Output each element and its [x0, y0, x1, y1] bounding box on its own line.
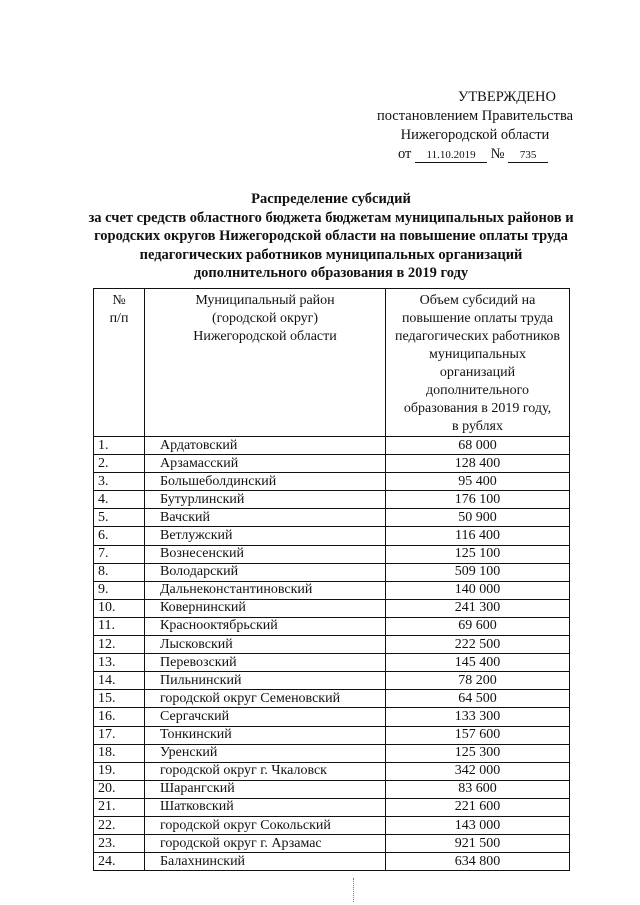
row-number: 8. — [94, 563, 145, 581]
district-name: Тонкинский — [145, 726, 386, 744]
subsidy-amount: 125 100 — [386, 545, 570, 563]
table-row — [94, 816, 570, 834]
approval-date: 11.10.2019 — [415, 148, 487, 163]
district-name: Ветлужский — [145, 527, 386, 545]
row-number: 21. — [94, 798, 145, 816]
district-name: Володарский — [145, 563, 386, 581]
table-row — [94, 599, 570, 617]
row-number: 20. — [94, 780, 145, 798]
subsidy-amount: 133 300 — [386, 708, 570, 726]
district-name: Ковернинский — [145, 599, 386, 617]
subsidy-amount: 95 400 — [386, 473, 570, 491]
table-header-row — [94, 289, 570, 437]
title-line-3: городских округов Нижегородской области на повышение оплаты труда — [94, 228, 568, 244]
table-row — [94, 672, 570, 690]
table-row — [94, 527, 570, 545]
approval-line-1: постановлением Правительства — [376, 108, 574, 124]
subsidy-amount: 221 600 — [386, 798, 570, 816]
number-sign: № — [490, 146, 505, 162]
row-number: 13. — [94, 654, 145, 672]
district-name: Сергачский — [145, 708, 386, 726]
row-number: 22. — [94, 816, 145, 834]
table-row — [94, 744, 570, 762]
row-number: 9. — [94, 581, 145, 599]
row-number: 15. — [94, 690, 145, 708]
table-row — [94, 617, 570, 635]
title-line-1: Распределение субсидий — [251, 191, 411, 207]
subsidy-amount: 64 500 — [386, 690, 570, 708]
title-line-2: за счет средств областного бюджета бюджетам муниципальных районов и — [88, 209, 574, 226]
approval-number: 735 — [508, 148, 548, 163]
table-row — [94, 853, 570, 871]
date-prefix: от — [398, 146, 412, 162]
approved-heading: УТВЕРЖДЕНО — [458, 89, 556, 105]
subsidy-amount: 509 100 — [386, 563, 570, 581]
row-number: 17. — [94, 726, 145, 744]
header-amount: Объем субсидий на повышение оплаты труда педагогических работников муниципальных организаций дополнительного образования в 2019 году, в рублях — [386, 289, 570, 437]
district-name: Вознесенский — [145, 545, 386, 563]
table-row — [94, 581, 570, 599]
table-row — [94, 708, 570, 726]
subsidy-amount: 116 400 — [386, 527, 570, 545]
title-line-5: дополнительного образования в 2019 году — [193, 265, 469, 281]
table-row — [94, 509, 570, 527]
district-name: Бутурлинский — [145, 491, 386, 509]
subsidy-amount: 921 500 — [386, 835, 570, 853]
document-title — [60, 190, 602, 283]
subsidy-amount: 68 000 — [386, 437, 570, 455]
subsidy-amount: 157 600 — [386, 726, 570, 744]
header-number: № п/п — [94, 289, 145, 437]
table-row — [94, 473, 570, 491]
table-row — [94, 491, 570, 509]
table-row — [94, 455, 570, 473]
subsidy-amount: 128 400 — [386, 455, 570, 473]
table-row — [94, 762, 570, 780]
subsidy-amount: 342 000 — [386, 762, 570, 780]
row-number: 18. — [94, 744, 145, 762]
district-name: Большеболдинский — [145, 473, 386, 491]
district-name: Шатковский — [145, 798, 386, 816]
table-row — [94, 690, 570, 708]
row-number: 3. — [94, 473, 145, 491]
district-name: Шарангский — [145, 780, 386, 798]
table-row — [94, 798, 570, 816]
district-name: Пильнинский — [145, 672, 386, 690]
table-row — [94, 545, 570, 563]
district-name: городской округ г. Арзамас — [145, 835, 386, 853]
row-number: 12. — [94, 636, 145, 654]
district-name: Дальнеконстантиновский — [145, 581, 386, 599]
approval-line-2: Нижегородской области — [400, 127, 550, 143]
row-number: 19. — [94, 762, 145, 780]
subsidy-amount: 83 600 — [386, 780, 570, 798]
table-row — [94, 437, 570, 455]
approval-stamp — [360, 88, 590, 164]
district-name: Вачский — [145, 509, 386, 527]
subsidy-amount: 78 200 — [386, 672, 570, 690]
table-row — [94, 563, 570, 581]
subsidy-amount: 50 900 — [386, 509, 570, 527]
table-row — [94, 636, 570, 654]
table-row — [94, 726, 570, 744]
district-name: Перевозский — [145, 654, 386, 672]
row-number: 5. — [94, 509, 145, 527]
district-name: Балахнинский — [145, 853, 386, 871]
district-name: городской округ г. Чкаловск — [145, 762, 386, 780]
subsidy-amount: 634 800 — [386, 853, 570, 871]
district-name: городской округ Семеновский — [145, 690, 386, 708]
row-number: 11. — [94, 617, 145, 635]
header-district: Муниципальный район (городской округ) Нижегородской области — [145, 289, 386, 437]
row-number: 1. — [94, 437, 145, 455]
subsidy-amount: 69 600 — [386, 617, 570, 635]
row-number: 10. — [94, 599, 145, 617]
district-name: Краснооктябрьский — [145, 617, 386, 635]
row-number: 4. — [94, 491, 145, 509]
row-number: 24. — [94, 853, 145, 871]
subsidy-amount: 140 000 — [386, 581, 570, 599]
subsidy-amount: 241 300 — [386, 599, 570, 617]
row-number: 23. — [94, 835, 145, 853]
subsidy-amount: 143 000 — [386, 816, 570, 834]
district-name: Лысковский — [145, 636, 386, 654]
table-row — [94, 780, 570, 798]
district-name: Ардатовский — [145, 437, 386, 455]
row-number: 6. — [94, 527, 145, 545]
scan-mark — [353, 878, 356, 902]
table-row — [94, 654, 570, 672]
subsidy-table — [93, 288, 570, 871]
subsidy-amount: 176 100 — [386, 491, 570, 509]
table-row — [94, 835, 570, 853]
district-name: городской округ Сокольский — [145, 816, 386, 834]
district-name: Арзамасский — [145, 455, 386, 473]
subsidy-amount: 125 300 — [386, 744, 570, 762]
title-line-4: педагогических работников муниципальных организаций — [139, 246, 523, 263]
row-number: 16. — [94, 708, 145, 726]
subsidy-amount: 222 500 — [386, 636, 570, 654]
row-number: 14. — [94, 672, 145, 690]
row-number: 2. — [94, 455, 145, 473]
subsidy-amount: 145 400 — [386, 654, 570, 672]
approval-date-line — [360, 145, 590, 164]
district-name: Уренский — [145, 744, 386, 762]
row-number: 7. — [94, 545, 145, 563]
